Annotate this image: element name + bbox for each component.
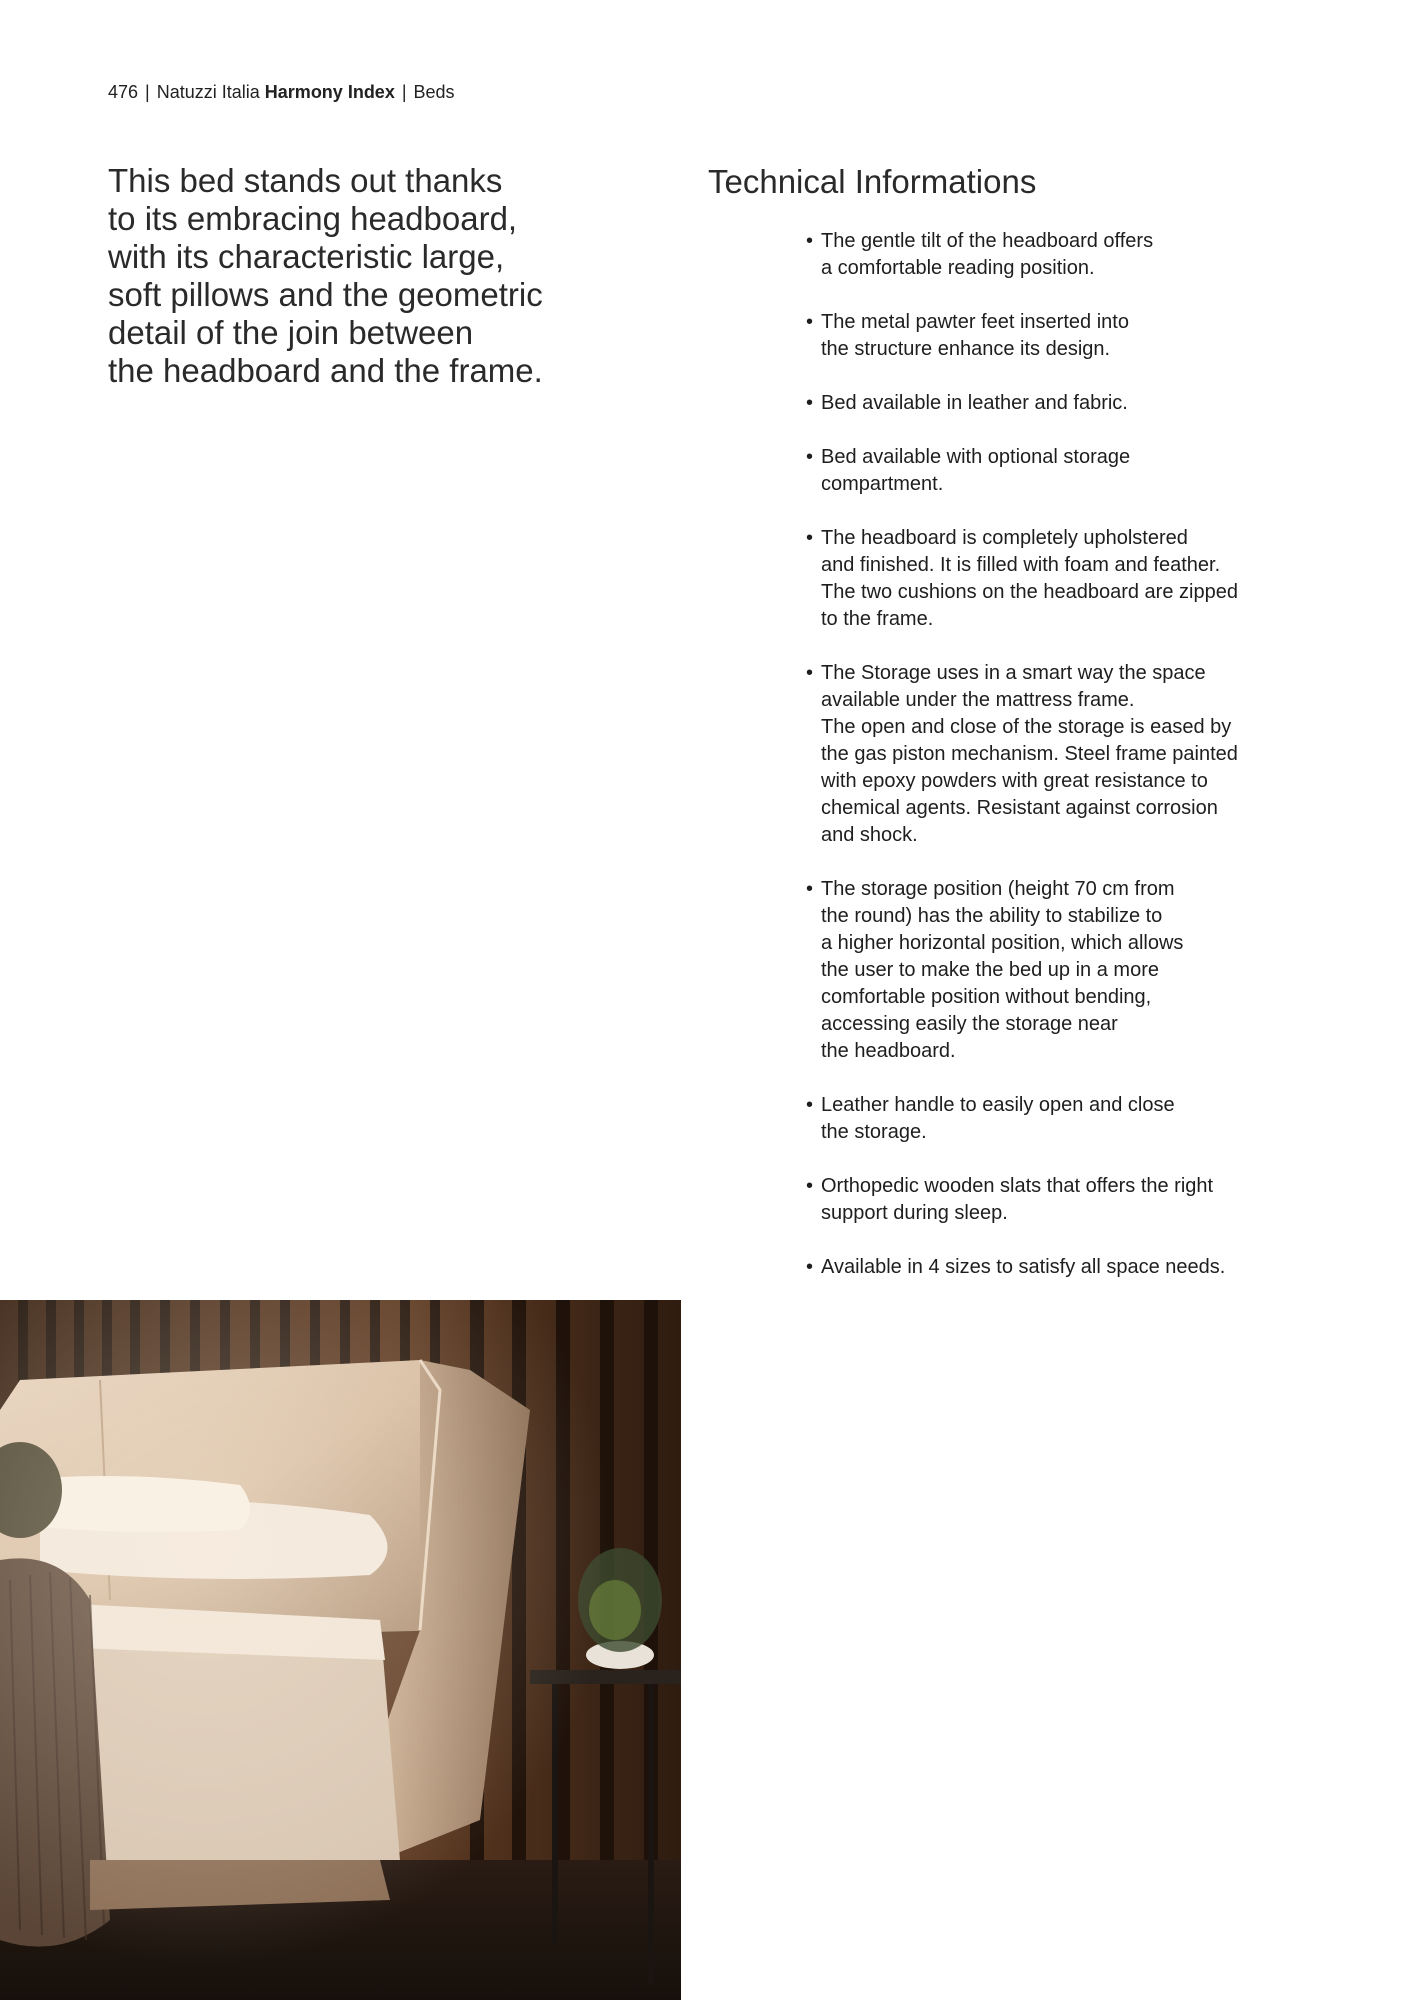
list-item-line: • The gentle tilt of the headboard offers	[821, 230, 1154, 252]
list-item-line: accessing easily the storage near	[821, 1013, 1118, 1035]
list-item-line: the user to make the bed up in a more	[821, 959, 1159, 981]
brand-name: Natuzzi Italia	[156, 82, 260, 102]
list-item-line: • The Storage uses in a smart way the space	[821, 662, 1206, 684]
list-item-line: the gas piston mechanism. Steel frame painted	[821, 743, 1238, 765]
intro-line: This bed stands out thanks	[108, 162, 503, 199]
list-item-line: The open and close of the storage is eased by	[821, 716, 1232, 738]
list-item	[806, 660, 1366, 849]
page-number: 476	[108, 82, 139, 102]
list-item-line: and shock.	[821, 824, 918, 846]
index-name: Harmony Index	[264, 82, 395, 102]
list-item-line: support during sleep.	[821, 1202, 1008, 1224]
list-item	[806, 1254, 1366, 1281]
intro-line: the headboard and the frame.	[108, 352, 543, 389]
list-item	[806, 525, 1366, 633]
list-item-line: chemical agents. Resistant against corrosion	[821, 797, 1218, 819]
list-item-line: a comfortable reading position.	[821, 257, 1095, 279]
intro-line: to its embracing headboard,	[108, 200, 518, 237]
list-item	[806, 876, 1366, 1065]
list-item-line: • Orthopedic wooden slats that offers the right	[821, 1175, 1214, 1197]
technical-title: Technical Informations	[708, 163, 1037, 200]
list-item-line: to the frame.	[821, 608, 934, 630]
page-header	[108, 82, 455, 103]
list-item-line: a higher horizontal position, which allows	[821, 932, 1184, 954]
list-item-line: the round) has the ability to stabilize to	[821, 905, 1163, 927]
list-item-line: • Bed available with optional storage	[821, 446, 1131, 468]
list-item-line: • The headboard is completely upholstered	[821, 527, 1188, 549]
list-item-line: the headboard.	[821, 1040, 956, 1062]
bed-photo	[0, 1300, 681, 2000]
list-item	[806, 228, 1366, 282]
list-item-line: • The metal pawter feet inserted into	[821, 311, 1129, 333]
list-item	[806, 1092, 1366, 1146]
list-item-line: • The storage position (height 70 cm from	[821, 878, 1175, 900]
list-item-line: available under the mattress frame.	[821, 689, 1135, 711]
bed-illustration	[0, 1300, 681, 2000]
intro-line: soft pillows and the geometric	[108, 276, 543, 313]
list-item-line: compartment.	[821, 473, 944, 495]
list-item-line: • Bed available in leather and fabric.	[821, 392, 1128, 414]
list-item-line: • Available in 4 sizes to satisfy all space needs.	[821, 1256, 1226, 1278]
intro-line: with its characteristic large,	[108, 238, 505, 275]
header-separator: |	[145, 82, 150, 102]
list-item	[806, 390, 1366, 417]
list-item-line: and finished. It is filled with foam and feather.	[821, 554, 1221, 576]
list-item-line: the storage.	[821, 1121, 927, 1143]
list-item	[806, 444, 1366, 498]
list-item	[806, 1173, 1366, 1227]
list-item-line: with epoxy powders with great resistance to	[821, 770, 1208, 792]
technical-list	[806, 228, 1366, 1308]
intro-line: detail of the join between	[108, 314, 474, 351]
intro-text	[108, 162, 628, 390]
list-item-line: comfortable position without bending,	[821, 986, 1152, 1008]
section-name: Beds	[413, 82, 455, 102]
list-item	[806, 309, 1366, 363]
list-item-line: • Leather handle to easily open and close	[821, 1094, 1175, 1116]
list-item-line: the structure enhance its design.	[821, 338, 1111, 360]
header-separator: |	[401, 82, 407, 102]
list-item-line: The two cushions on the headboard are zipped	[821, 581, 1238, 603]
